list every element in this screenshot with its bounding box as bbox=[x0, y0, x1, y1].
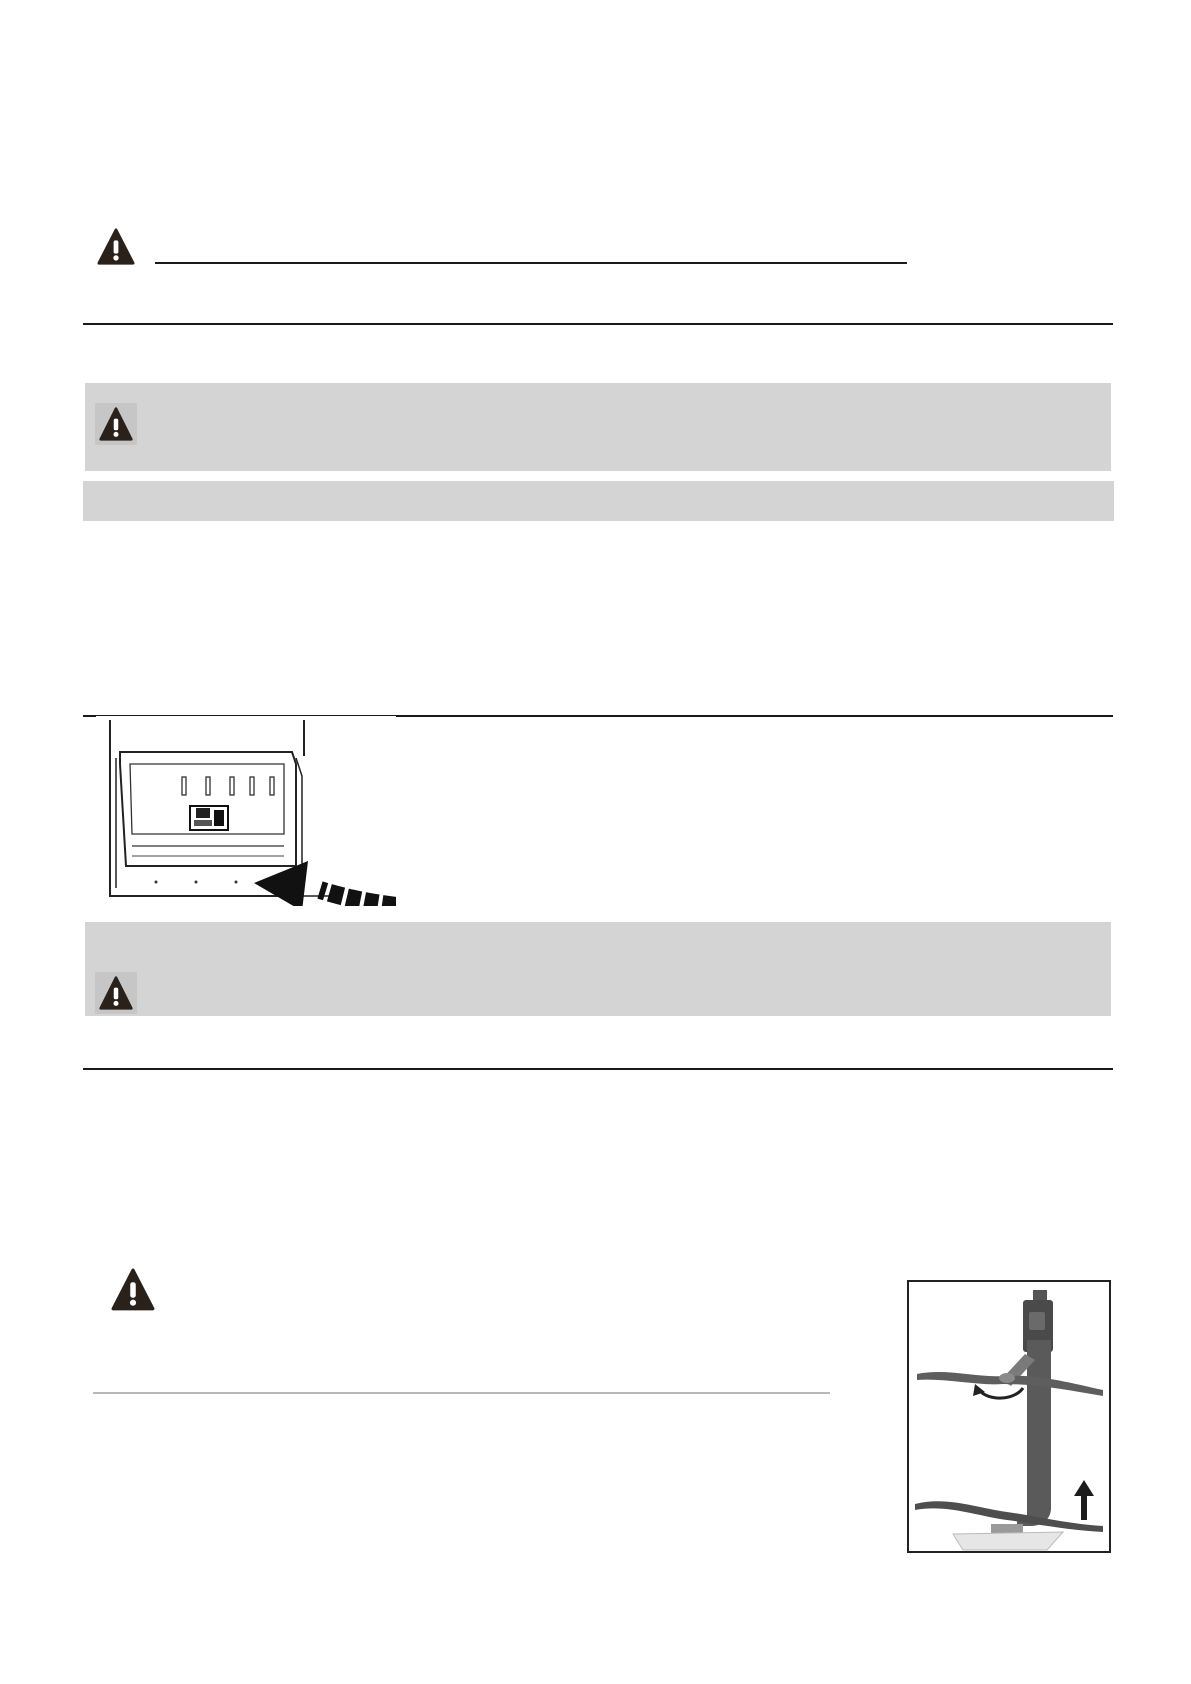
note-divider bbox=[93, 1392, 830, 1394]
warning-underline bbox=[155, 262, 907, 264]
section-divider bbox=[83, 323, 1113, 325]
spray-arm-figure bbox=[907, 1280, 1111, 1553]
warning-box bbox=[85, 922, 1111, 1016]
warning-icon bbox=[97, 975, 135, 1011]
warning-icon bbox=[97, 406, 135, 442]
warning-icon bbox=[110, 1268, 156, 1312]
section-divider bbox=[83, 1068, 1113, 1070]
warning-box bbox=[85, 383, 1111, 471]
header-bar bbox=[83, 481, 1114, 521]
warning-icon bbox=[97, 228, 135, 266]
filter-insertion-figure bbox=[96, 716, 396, 906]
